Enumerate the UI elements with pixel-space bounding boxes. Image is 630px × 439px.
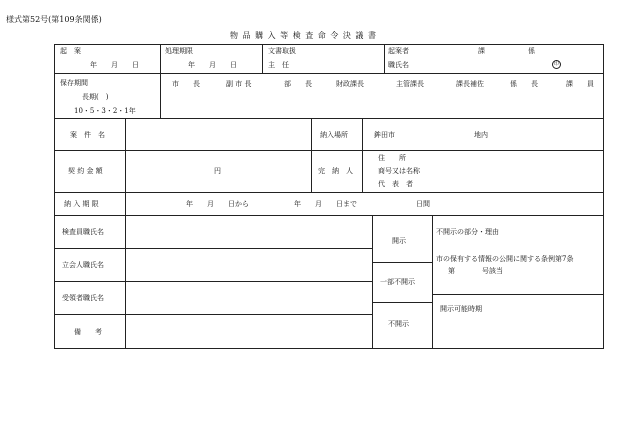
kiansha-label: 起案者 [388, 47, 409, 55]
approver-director: 部 長 [284, 80, 312, 88]
approver-mayor: 市 長 [172, 80, 200, 88]
v-row4-a [311, 150, 312, 192]
v-row4-b [362, 150, 363, 192]
juryosha-label: 受領者職氏名 [62, 294, 104, 302]
keiyaku-kingaku-label: 契 約 金 額 [68, 167, 103, 175]
approver-staff: 課 員 [566, 80, 594, 88]
divider-row1 [54, 73, 604, 74]
divider-row5 [54, 215, 604, 216]
jorei-text: 市の保有する情報の公開に関する条例第7条 [436, 255, 574, 263]
shunin-label: 主 任 [268, 61, 289, 69]
shori-kigen-date: 年 月 日 [188, 61, 237, 69]
border-top [54, 44, 604, 45]
kenmei-label: 案 件 名 [70, 131, 105, 139]
divider-disclose-a [372, 262, 432, 263]
shokushimei-label: 職氏名 [388, 61, 409, 69]
dai-label: 第 [448, 267, 455, 275]
divider-receiver [54, 314, 372, 315]
biko-label: 備 考 [74, 328, 102, 336]
v-row3-b [362, 118, 363, 150]
daihyosha-label: 代 表 者 [378, 180, 413, 188]
hozon-kikan-label: 保存期間 [60, 79, 88, 87]
ka-label: 課 [478, 47, 485, 55]
kian-label: 起 案 [60, 47, 81, 55]
v-label-col [125, 118, 126, 349]
v-row1-c [384, 44, 385, 73]
v-row1-a [160, 44, 161, 73]
approver-section-chief: 主管課長 [396, 80, 424, 88]
nonyu-basho-label: 納入場所 [320, 131, 348, 139]
border-bottom [54, 348, 604, 349]
form-number: 様式第52号(第109条関係) [6, 15, 102, 24]
divider-disclose-right [432, 294, 604, 295]
form-title: 物 品 購 入 等 検 査 命 令 決 議 書 [230, 31, 377, 40]
border-right [603, 44, 604, 349]
divider-witness [54, 281, 372, 282]
ichibu-fukaiji-label: 一部不開示 [380, 278, 415, 286]
kakari-label: 係 [528, 47, 535, 55]
shogo-label: 商号又は名称 [378, 167, 420, 175]
border-left [54, 44, 55, 349]
gogaito-label: 号該当 [482, 267, 503, 275]
yen-unit: 円 [214, 167, 221, 175]
choki-label: 長期( ) [82, 93, 109, 101]
v-bottom-b [432, 215, 433, 349]
kensain-label: 検査員職氏名 [62, 228, 104, 236]
delivery-days: 日間 [416, 200, 430, 208]
v-row2 [160, 73, 161, 118]
kannosha-label: 完 納 人 [318, 167, 353, 175]
v-bottom-a [372, 215, 373, 349]
v-row3-a [311, 118, 312, 150]
nonyu-kigen-label: 納 入 期 限 [64, 200, 99, 208]
chinai-label: 地内 [474, 131, 488, 139]
seal-mark: 印 [553, 61, 559, 67]
divider-disclose-b [372, 302, 432, 303]
approver-finance-chief: 財政課長 [336, 80, 364, 88]
delivery-from-date: 年 月 日から [186, 200, 249, 208]
delivery-to-date: 年 月 日まで [294, 200, 357, 208]
kaiji-kanou-label: 開示可能時期 [440, 305, 482, 313]
divider-row3 [54, 150, 604, 151]
shori-kigen-label: 処理期限 [165, 47, 193, 55]
v-row1-b [262, 44, 263, 73]
divider-row4 [54, 192, 604, 193]
tachiainin-label: 立会人職氏名 [62, 261, 104, 269]
divider-inspector [54, 248, 372, 249]
kian-date: 年 月 日 [90, 61, 139, 69]
approver-unit-chief: 係 長 [510, 80, 538, 88]
divider-row2 [54, 118, 604, 119]
jusho-label: 住 所 [378, 154, 406, 162]
kaiji-label: 開示 [392, 237, 406, 245]
approver-vice-mayor: 副 市 長 [226, 80, 252, 88]
approver-deputy-chief: 課長補佐 [456, 80, 484, 88]
city-name: 鉾田市 [374, 131, 395, 139]
retention-years: 10・5・3・2・1年 [74, 107, 136, 115]
bunsho-toriatsukai-label: 文書取扱 [268, 47, 296, 55]
fukaiji-label: 不開示 [388, 320, 409, 328]
fukaiji-bubun-label: 不開示の部分・理由 [436, 228, 499, 236]
